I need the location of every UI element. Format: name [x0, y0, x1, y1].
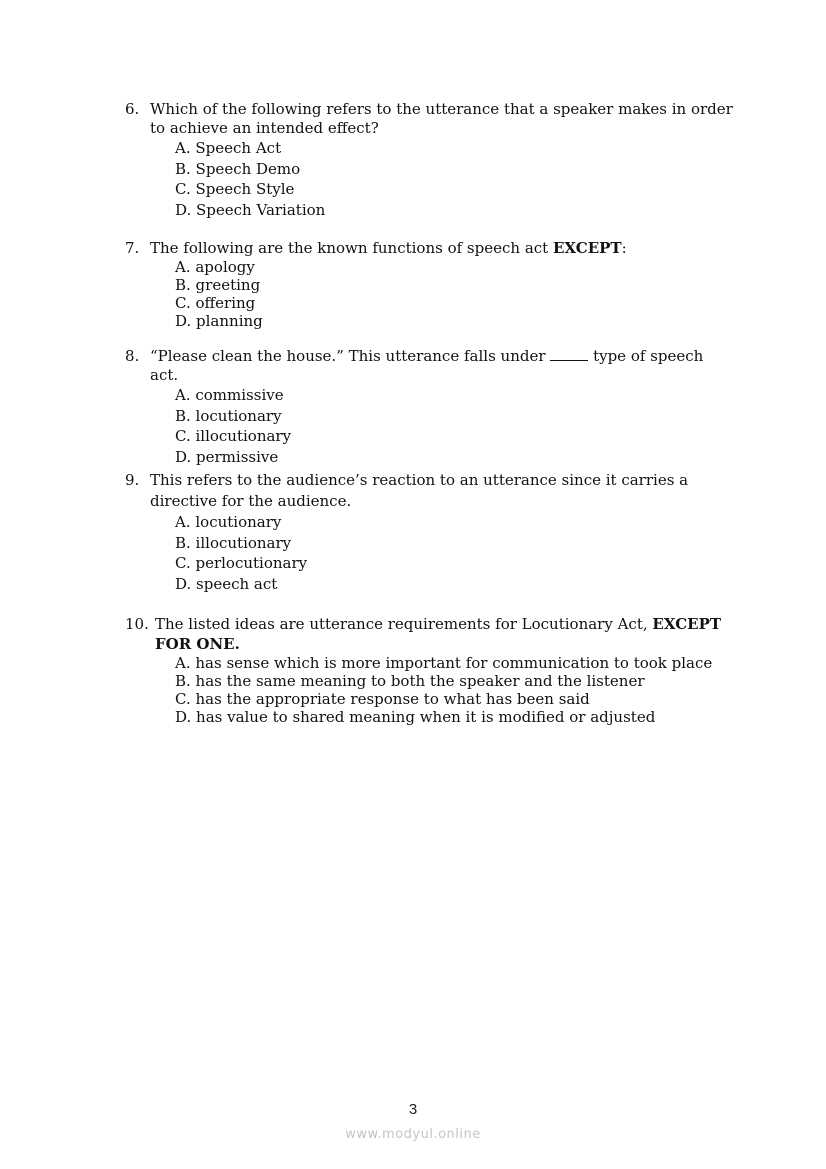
question-text: The following are the known functions of speech act	[150, 239, 553, 257]
page-number: 3	[408, 1101, 418, 1118]
option-a: A. has sense which is more important for communication to took place	[175, 654, 713, 672]
watermark: www.modyul.online	[345, 1127, 481, 1142]
question-text-suffix: type of speech act.	[150, 347, 704, 384]
question-number: 7.	[125, 239, 140, 257]
options-list	[175, 258, 735, 330]
options-list	[175, 654, 725, 726]
question-text: “Please clean the house.” This utterance falls under	[150, 347, 546, 365]
option-a: A. commissive	[175, 386, 284, 404]
option-d: D. Speech Variation	[175, 200, 326, 219]
option-d: D. planning	[175, 312, 263, 330]
option-d: D. speech act	[175, 574, 278, 593]
answer-blank	[550, 348, 588, 361]
option-c: C. offering	[175, 294, 256, 312]
question-stem	[125, 347, 735, 385]
option-b: B. has the same meaning to both the speaker and the listener	[175, 672, 645, 690]
option-c: C. illocutionary	[175, 427, 292, 445]
question-stem	[125, 470, 710, 512]
options-list	[175, 138, 735, 220]
option-b: B. locutionary	[175, 406, 282, 425]
option-c: C. perlocutionary	[175, 554, 308, 572]
question-number: 9.	[125, 471, 140, 489]
options-list	[175, 385, 735, 467]
emphasis-text: EXCEPT	[552, 239, 622, 257]
option-b: B. illocutionary	[175, 533, 292, 552]
option-d: D. has value to shared meaning when it is modified or adjusted	[175, 708, 656, 726]
option-d: D. permissive	[175, 447, 279, 466]
option-b: B. greeting	[175, 276, 261, 294]
emphasis-text: EXCEPT FOR ONE.	[155, 615, 722, 653]
question-6	[125, 100, 735, 220]
question-text-suffix: :	[621, 239, 627, 257]
question-8	[125, 347, 735, 467]
question-text: This refers to the audience’s reaction to an utterance since it carries a directive for the audience.	[150, 471, 689, 510]
question-7	[125, 239, 735, 330]
options-list	[175, 512, 735, 594]
option-a: A. locutionary	[175, 513, 282, 531]
option-b: B. Speech Demo	[175, 159, 301, 178]
question-text: Which of the following refers to the utterance that a speaker makes in order to achieve an intended effect?	[150, 100, 733, 137]
question-stem	[125, 100, 735, 138]
question-stem	[125, 239, 735, 258]
option-a: A. Speech Act	[175, 139, 282, 157]
question-10	[125, 614, 725, 726]
option-a: A. apology	[175, 258, 255, 276]
question-number: 6.	[125, 100, 140, 118]
question-number: 8.	[125, 347, 140, 365]
question-number: 10.	[125, 615, 149, 633]
question-text: The listed ideas are utterance requirements for Locutionary Act,	[155, 615, 653, 633]
option-c: C. has the appropriate response to what has been said	[175, 690, 590, 708]
question-stem	[125, 614, 725, 654]
option-c: C. Speech Style	[175, 180, 295, 198]
question-9	[125, 470, 735, 594]
